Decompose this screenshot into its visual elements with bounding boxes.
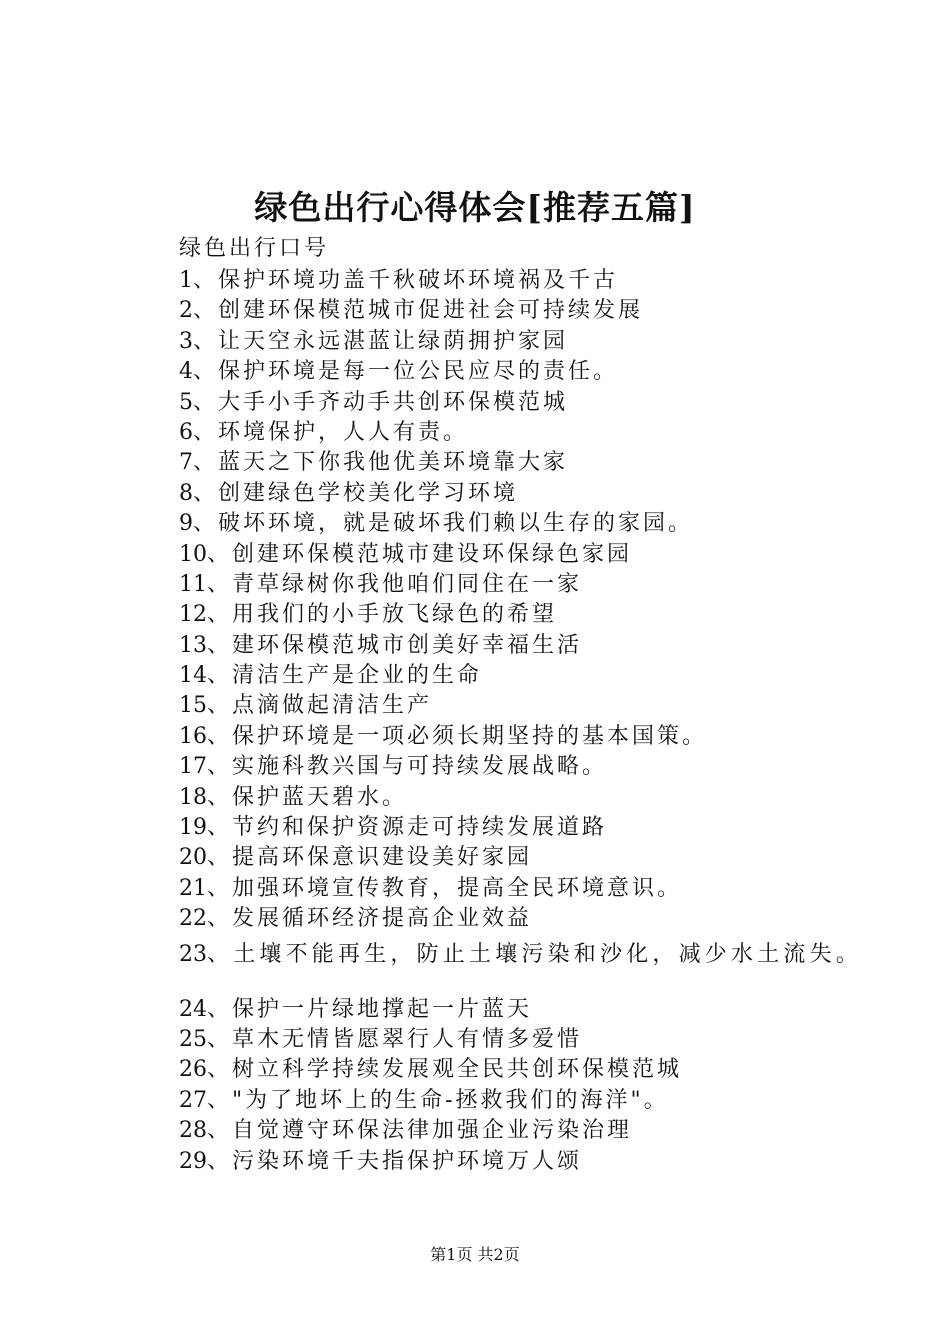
list-item: 19、节约和保护资源走可持续发展道路: [179, 815, 608, 841]
list-item: 11、青草绿树你我他咱们同住在一家: [179, 571, 583, 597]
list-item: 23、土壤不能再生，防止土壤污染和沙化，减少水土流失。: [179, 941, 863, 967]
list-item: 16、保护环境是一项必须长期坚持的基本国策。: [179, 723, 708, 749]
list-item: 15、点滴做起清洁生产: [179, 693, 433, 719]
list-item: 25、草木无情皆愿翠行人有情多爱惜: [179, 1026, 583, 1052]
section-heading: 绿色出行口号: [179, 236, 330, 261]
list-item: 24、保护一片绿地撑起一片蓝天: [179, 996, 533, 1022]
list-item: 8、创建绿色学校美化学习环境: [179, 480, 519, 506]
list-item: 5、大手小手齐动手共创环保模范城: [179, 389, 569, 415]
list-item: 13、建环保模范城市创美好幸福生活: [179, 632, 583, 658]
list-item: 9、破坏环境，就是破坏我们赖以生存的家园。: [179, 511, 694, 537]
slogan-list: [179, 266, 862, 1177]
list-item: 26、树立科学持续发展观全民共创环保模范城: [179, 1057, 683, 1083]
list-item: 6、环境保护，人人有责。: [179, 419, 469, 445]
list-item: 7、蓝天之下你我他优美环境靠大家: [179, 450, 569, 476]
list-item: 22、发展循环经济提高企业效益: [179, 906, 533, 932]
page-footer: 第1页 共2页: [430, 1245, 520, 1264]
list-item: 14、清洁生产是企业的生命: [179, 663, 483, 689]
list-item: 27、"为了地坏上的生命-拯救我们的海洋"。: [179, 1087, 669, 1113]
list-item: 28、自觉遵守环保法律加强企业污染治理: [179, 1118, 633, 1144]
list-item: 2、创建环保模范城市促进社会可持续发展: [179, 298, 644, 324]
list-item: 29、污染环境千夫指保护环境万人颂: [179, 1148, 583, 1174]
list-item: 20、提高环保意识建设美好家园: [179, 845, 533, 871]
list-item: 21、加强环境宣传教育，提高全民环境意识。: [179, 875, 683, 901]
document-title: 绿色出行心得体会[推荐五篇]: [254, 188, 696, 227]
list-item: 3、让天空永远湛蓝让绿荫拥护家园: [179, 328, 569, 354]
list-item: 4、保护环境是每一位公民应尽的责任。: [179, 359, 619, 385]
list-item: 1、保护环境功盖千秋破坏环境祸及千古: [179, 268, 619, 293]
list-item: 12、用我们的小手放飞绿色的希望: [179, 602, 558, 628]
list-item: 18、保护蓝天碧水。: [179, 784, 408, 810]
list-item: 10、创建环保模范城市建设环保绿色家园: [179, 541, 633, 567]
list-item: 17、实施科教兴国与可持续发展战略。: [179, 754, 608, 780]
